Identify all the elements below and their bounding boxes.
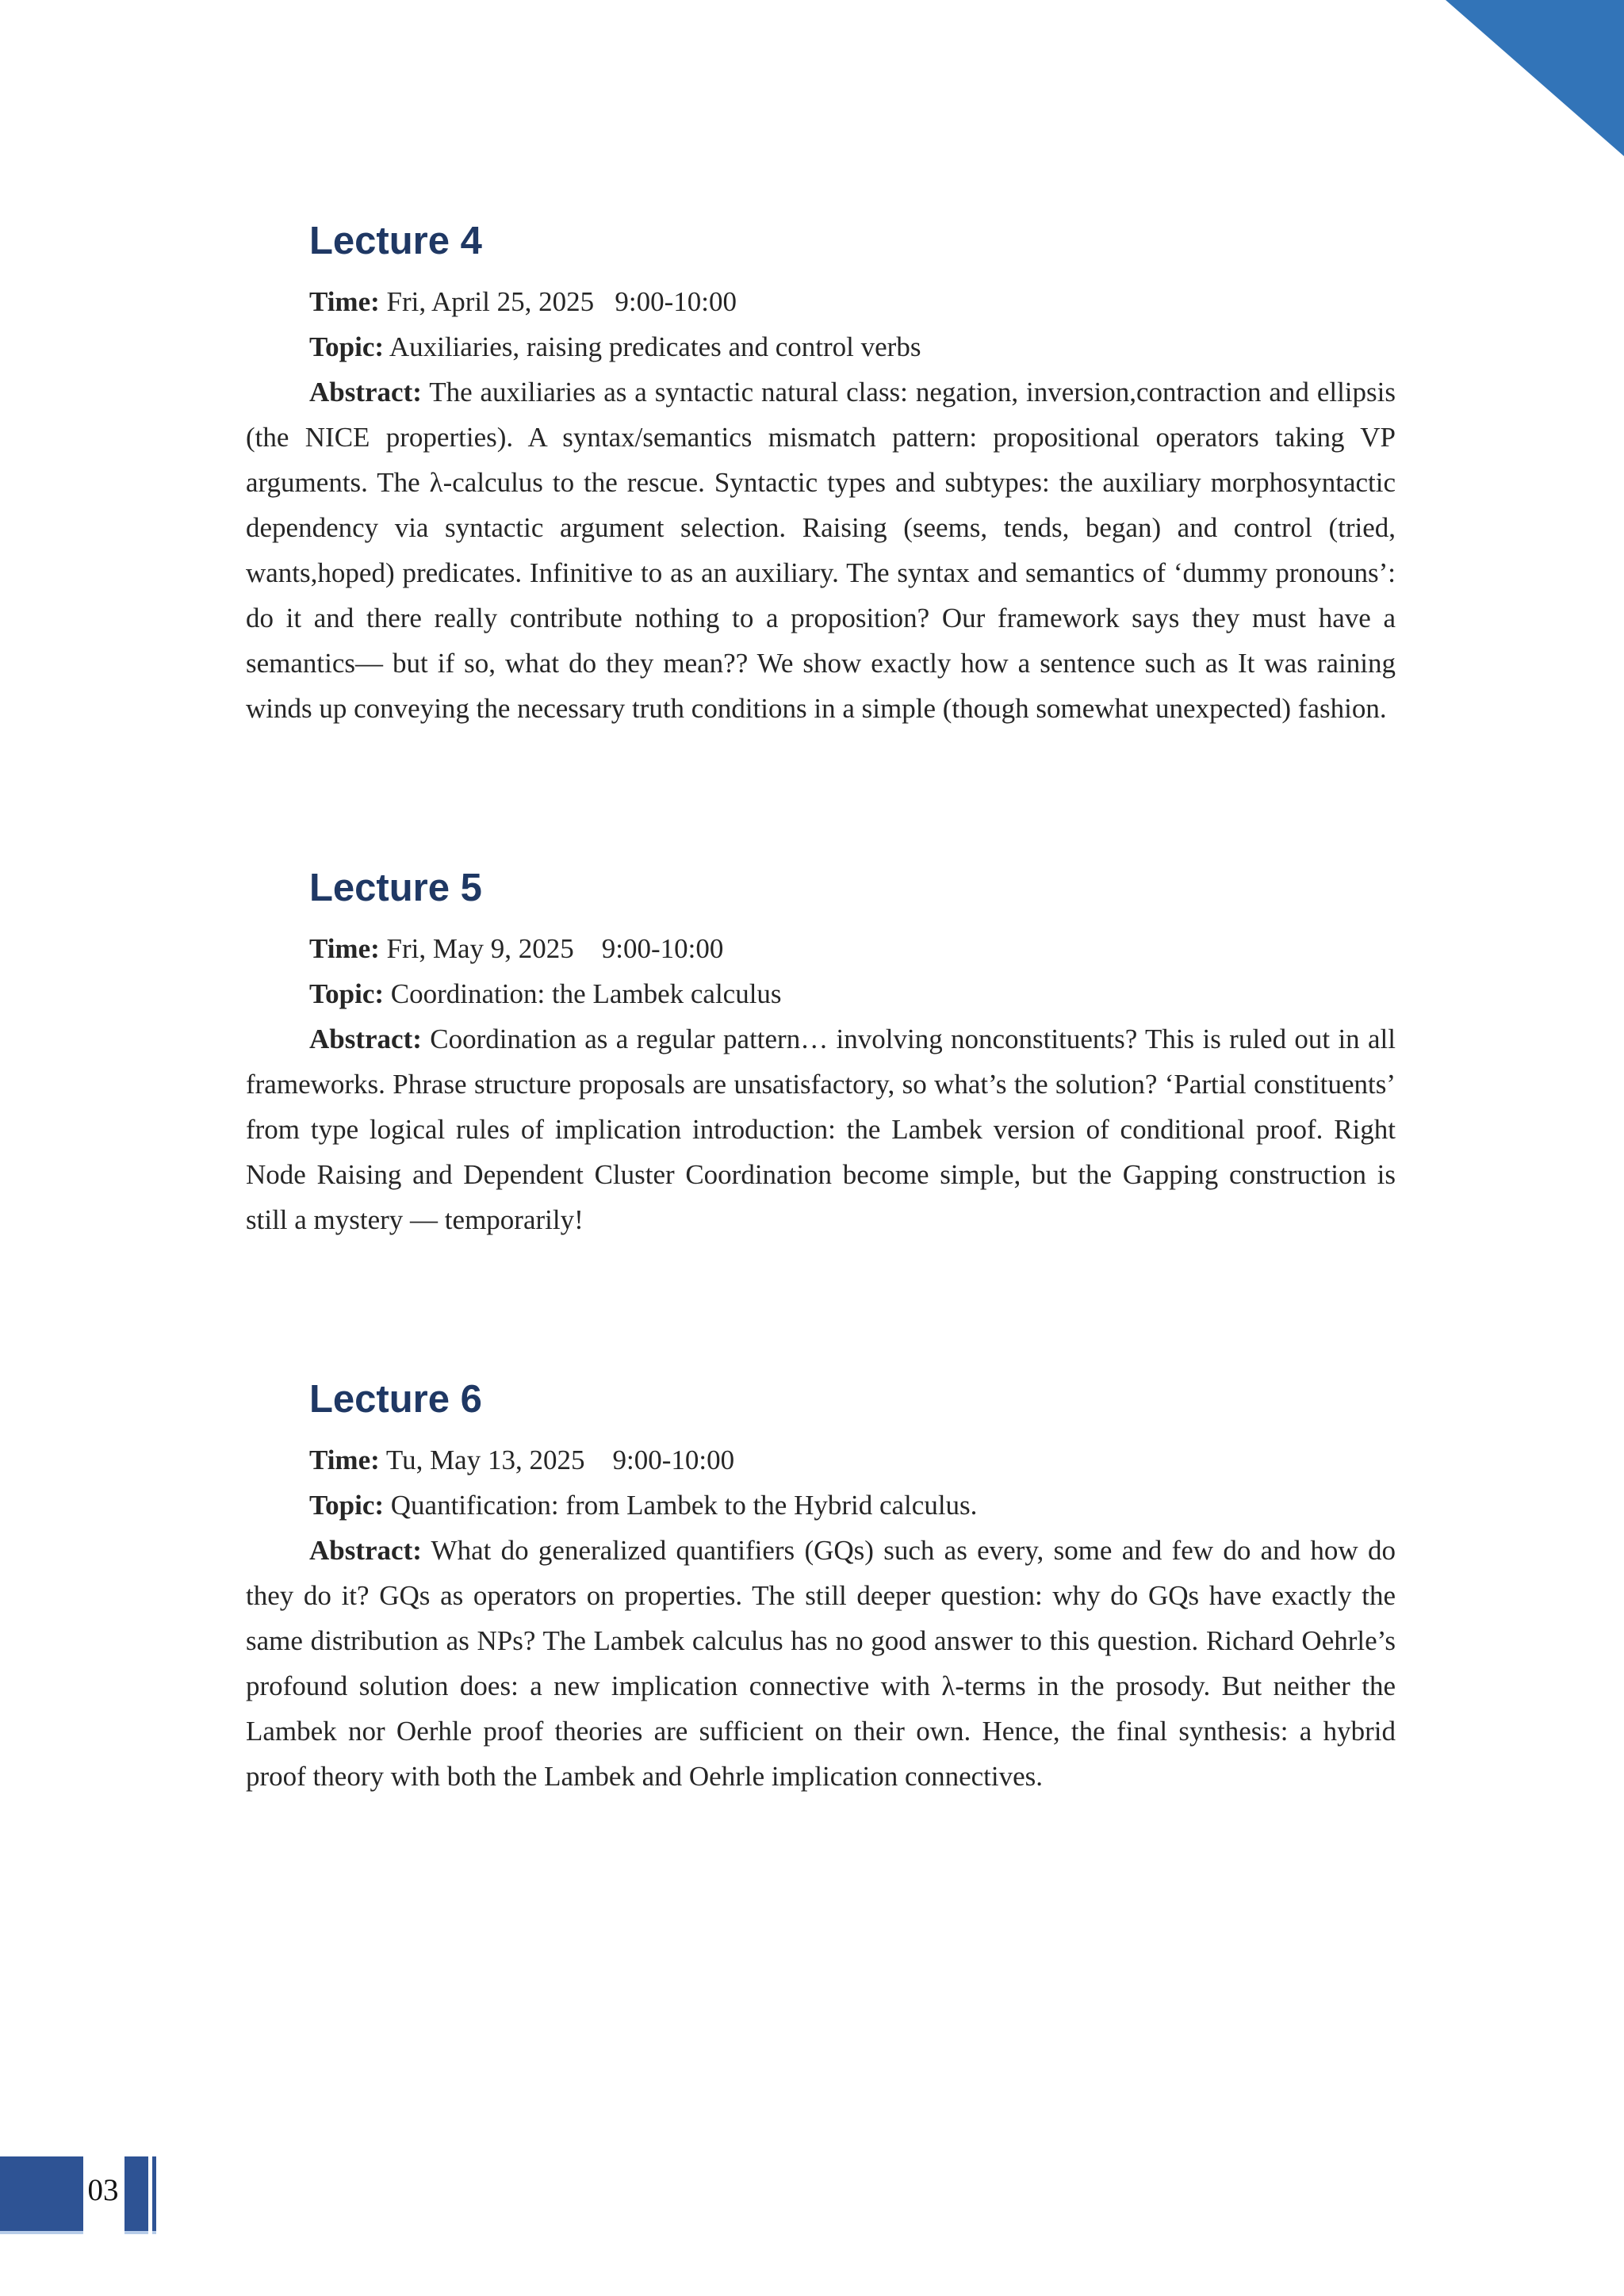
lecture-time-line xyxy=(246,926,1396,971)
topic-label: Topic: xyxy=(309,331,385,362)
lectures-content xyxy=(246,219,1396,1934)
lecture-title: Lecture 5 xyxy=(309,867,482,909)
lecture-abstract xyxy=(246,1016,1396,1242)
abstract-text: Coordination as a regular pattern… involving nonconstituents? This is ruled out in all frameworks. Phrase structure proposals are unsatisfactory, so what’s the solution? ‘Partial constituents’ from type logical rules of implication introduction: the Lambek version of conditional proof. Right Node Raising and Dependent Cluster Coordination become simple, but the Gapping construction is still a mystery — temporarily! xyxy=(246,1024,1396,1235)
lecture-title: Lecture 6 xyxy=(309,1378,482,1421)
lecture-topic-line xyxy=(246,324,1396,369)
time-label: Time: xyxy=(309,1445,380,1475)
topic-label: Topic: xyxy=(309,1490,385,1521)
page-number: 03 xyxy=(87,2173,119,2207)
lecture-time-line xyxy=(246,279,1396,324)
time-value: Fri, May 9, 2025 9:00-10:00 xyxy=(379,933,724,964)
lecture-title: Lecture 4 xyxy=(309,220,482,262)
corner-triangle-decoration xyxy=(1446,0,1624,156)
topic-value: Quantification: from Lambek to the Hybrid calculus. xyxy=(384,1490,978,1521)
time-label: Time: xyxy=(309,286,380,317)
lecture-abstract xyxy=(246,1528,1396,1799)
topic-label: Topic: xyxy=(309,978,385,1009)
abstract-label: Abstract: xyxy=(309,1024,422,1054)
lecture-section-6 xyxy=(246,1377,1396,1799)
time-label: Time: xyxy=(309,933,380,964)
footer-block xyxy=(0,2156,83,2234)
lecture-section-4 xyxy=(246,219,1396,731)
abstract-label: Abstract: xyxy=(309,1535,422,1566)
lecture-topic-line xyxy=(246,971,1396,1016)
time-value: Tu, May 13, 2025 9:00-10:00 xyxy=(379,1445,735,1475)
lecture-time-line xyxy=(246,1437,1396,1483)
abstract-text: The auxiliaries as a syntactic natural class: negation, inversion,contraction and ellipsis (the NICE properties). A syntax/semantics mismatch pattern: propositional operators taking VP arguments. The λ-calculus to the rescue. Syntactic types and subtypes: the auxiliary morphosyntactic dependency via syntactic argument selection. Raising (seems, tends, began) and control (tried, wants,hoped) predicates. Infinitive to as an auxiliary. The syntax and semantics of ‘dummy pronouns’: do it and there really contribute nothing to a proposition? Our framework says they must have a semantics— but if so, what do they mean?? We show exactly how a sentence such as It was raining winds up conveying the necessary truth conditions in a simple (though somewhat unexpected) fashion. xyxy=(246,377,1396,724)
lecture-abstract xyxy=(246,369,1396,731)
topic-value: Auxiliaries, raising predicates and control verbs xyxy=(384,331,921,362)
lecture-section-5 xyxy=(246,866,1396,1242)
lecture-topic-line xyxy=(246,1483,1396,1528)
time-value: Fri, April 25, 2025 9:00-10:00 xyxy=(379,286,737,317)
abstract-text: What do generalized quantifiers (GQs) such as every, some and few do and how do they do it? GQs as operators on properties. The still deeper question: why do GQs have exactly the same distribution as NPs? The Lambek calculus has no good answer to this question. Richard Oehrle’s profound solution does: a new implication connective with λ-terms in the prosody. But neither the Lambek nor Oerhle proof theories are sufficient on their own. Hence, the final synthesis: a hybrid proof theory with both the Lambek and Oehrle implication connectives. xyxy=(246,1535,1396,1792)
footer-bar-thin xyxy=(152,2156,156,2234)
topic-value: Coordination: the Lambek calculus xyxy=(384,978,782,1009)
abstract-label: Abstract: xyxy=(309,377,422,408)
footer-bar-thick xyxy=(124,2156,148,2234)
